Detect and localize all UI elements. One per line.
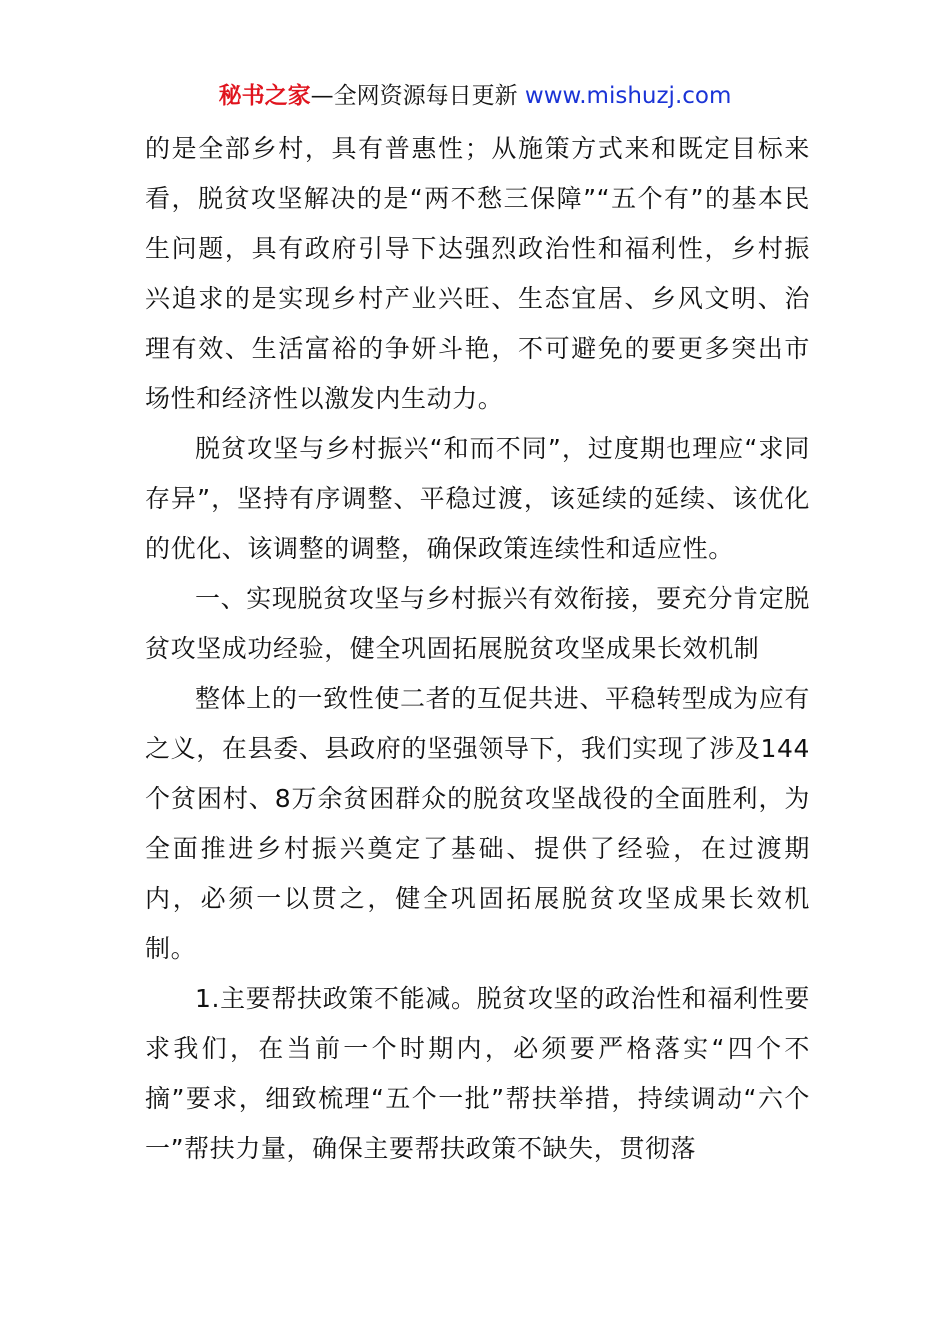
paragraph: 脱贫攻坚与乡村振兴“和而不同”，过度期也理应“求同存异”，坚持有序调整、平稳过渡，该延续的延续、该优化的优化、该调整的调整，确保政策连续性和适应性。 xyxy=(145,434,810,563)
document-body xyxy=(145,124,810,1174)
header-tagline: —全网资源每日更新 xyxy=(310,83,525,109)
paragraph: 整体上的一致性使二者的互促共进、平稳转型成为应有之义，在县委、县政府的坚强领导下，我们实现了涉及144个贫困村、8万余贫困群众的脱贫攻坚战役的全面胜利，为全面推进乡村振兴奠定了基础、提供了经验，在过渡期内，必须一以贯之，健全巩固拓展脱贫攻坚成果长效机制。 xyxy=(145,684,810,963)
site-header xyxy=(0,80,950,112)
paragraph-continuation: 的是全部乡村，具有普惠性；从施策方式来和既定目标来看，脱贫攻坚解决的是“两不愁三保障”“五个有”的基本民生问题，具有政府引导下达强烈政治性和福利性，乡村振兴追求的是实现乡村产业兴旺、生态宜居、乡风文明、治理有效、生活富裕的争妍斗艳，不可避免的要更多突出市场性和经济性以激发内生动力。 xyxy=(145,134,810,413)
paragraph: 1.主要帮扶政策不能减。脱贫攻坚的政治性和福利性要求我们，在当前一个时期内，必须要严格落实“四个不摘”要求，细致梳理“五个一批”帮扶举措，持续调动“六个一”帮扶力量，确保主要帮扶政策不缺失，贯彻落 xyxy=(145,984,810,1163)
brand-name: 秘书之家 xyxy=(218,83,311,109)
site-url[interactable]: www.mishuzj.com xyxy=(524,83,732,109)
section-heading: 一、实现脱贫攻坚与乡村振兴有效衔接，要充分肯定脱贫攻坚成功经验，健全巩固拓展脱贫攻坚成果长效机制 xyxy=(145,584,810,663)
